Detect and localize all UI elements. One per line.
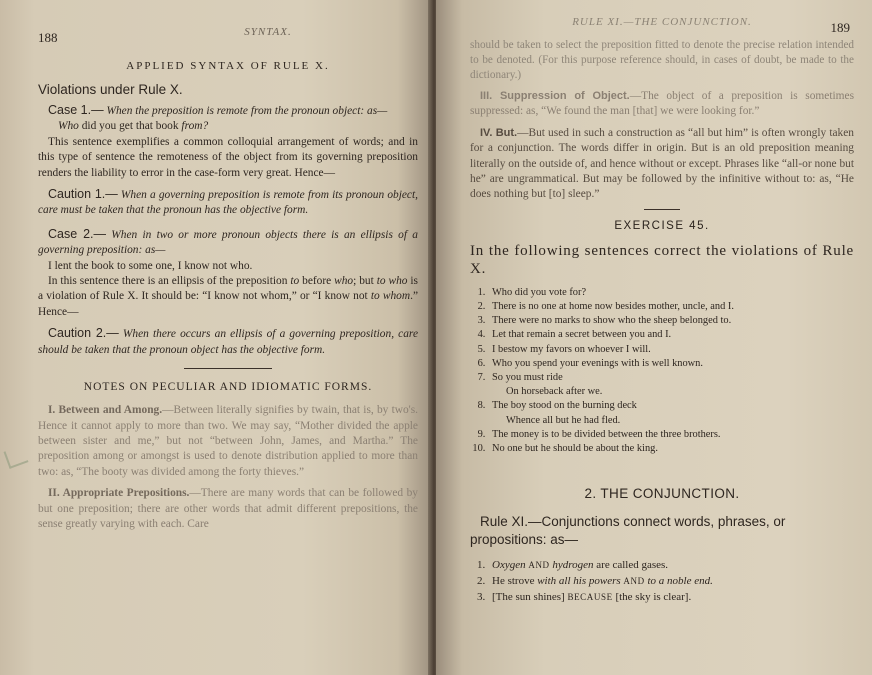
left-page [0,0,432,675]
caution2-text: When there occurs an ellipsis of a governing preposition, care should be taken that the pronoun object has the objective form. [38,328,418,356]
note-appropriate-prepositions [38,486,418,532]
note-suppression-of-object [470,89,854,120]
right-page-number: 189 [830,20,850,35]
caution1-text: When a governing preposition is remote from its pronoun object, care must be taken that the pronoun has the objective form. [38,189,418,217]
case1-head: Case 1.— [48,103,104,117]
right-page [436,0,872,675]
case1 [38,103,418,119]
left-page-number: 188 [38,30,58,45]
rule-xi: Rule XI.—Conjunctions connect words, phrases, or propositions: as— [470,514,786,548]
caution2-head: Caution 2.— [48,326,119,341]
section-divider [184,368,272,369]
note-but [470,126,854,203]
note1-head: I. Between and Among. [48,404,163,417]
conjunction-title: 2. THE CONJUNCTION. [584,486,740,502]
exercise-item: 5. I bestow my favors on whoever I will. [488,343,854,357]
case2-example: I lent the book to some one, I know not who. [48,259,253,272]
exercise-list [470,286,854,456]
note2-head: II. Appropriate Prepositions. [48,487,190,500]
note3-head: III. Suppression of Object. [480,90,630,102]
exercise-item: 2. There is no one at home now besides mother, uncle, and I. [488,300,854,314]
exercise-item: 6. Who you spend your evenings with is well known. [488,357,854,371]
exercise-item: 7. So you must ride On horseback after we. [488,371,854,399]
caution1-head: Caution 1.— [48,187,118,202]
conjunction-example: 1. Oxygen AND hydrogen are called gases. [488,557,854,573]
violations-heading: Violations under Rule X. [38,82,183,97]
note1-text: —Between literally signifies by twain, that is, by two's. Hence it cannot apply to more than two. We may say, “Mother divided the apple between sister and me,” but not “between John, James, and Martha.” The preposition among or amongst is used to denote distribution applied to more than two: as, “The booty was divided among the forty thieves.” [38,404,418,478]
exercise-item: 3. There were no marks to show who the sheep belonged to. [488,314,854,328]
exercise-intro: In the following sentences correct the violations of Rule X. [470,242,854,277]
right-running-title: RULE XI.—THE CONJUNCTION. [572,16,752,28]
left-running-head [38,22,418,44]
exercise-item: 10. No one but he should be about the king. [488,442,854,456]
applied-syntax-title: APPLIED SYNTAX OF RULE X. [126,60,330,72]
caution1 [38,187,418,219]
notes-title: NOTES ON PECULIAR AND IDIOMATIC FORMS. [83,381,373,394]
note2-text: —There are many words that can be followed by but one preposition; there are other words that admit different prepositions, the sense greatly varying with each. Care [38,487,418,530]
left-running-title: SYNTAX. [244,26,292,38]
case2-head: Case 2.— [48,226,106,241]
note-between-among [38,403,418,480]
conjunction-example: 2. He strove with all his powers AND to a noble end. [488,573,854,589]
right-running-head [470,16,854,38]
exercise-item: 4. Let that remain a secret between you and I. [488,328,854,342]
note4-head: IV. But. [480,126,518,139]
exercise-divider [644,209,680,210]
case2-paragraph: In this sentence there is an ellipsis of the preposition to before who; but to who is a violation of Rule X. It should be: “I know not whom,” or “I know not to whom.” Hence— [38,275,419,318]
pencil-checkmark-icon [4,445,29,469]
note4-text: —But used in such a construction as “all but him” is often wrongly taken for a conjunction. The words differ in origin. But is an old preposition meaning literally on the outside of, and hence without or except. Phrases like “all-or none but he” are ungrammatical. But may be followed by the infinitive without to: as, “He does nothing but [to] sleep.” [470,126,855,201]
right-continued-text: should be taken to select the preposition fitted to denote the precise relation intended to be denoted. (For this purpose reference should, in cases of doubt, be made to the dictionary.) [470,39,854,81]
exercise-item: 8. The boy stood on the burning deck Whence all but he had fled. [488,399,854,427]
case1-example: Who did you get that book from? [58,120,209,133]
case1-paragraph: This sentence exemplifies a common colloquial arrangement of words; and in this type of sentence the remoteness of the object from its governing preposition renders the liability to error in the case-form very great. Hence— [38,135,418,179]
caution2 [38,326,418,358]
exercise-item: 1. Who did you vote for? [488,286,854,300]
exercise-item: 9. The money is to be divided between the three brothers. [488,428,854,442]
exercise-title: EXERCISE 45. [614,219,710,232]
case1-text: When the preposition is remote from the pronoun object: as— [106,105,388,117]
conjunction-examples [470,557,854,605]
note3-text: —The object of a preposition is sometimes suppressed: as, “We found the man [that] we were looking for.” [470,90,854,118]
conjunction-example: 3. [The sun shines] BECAUSE [the sky is clear]. [488,589,854,605]
case2-text: When in two or more pronoun objects there is an ellipsis of a governing preposition: as— [38,228,418,257]
case2 [38,227,418,259]
